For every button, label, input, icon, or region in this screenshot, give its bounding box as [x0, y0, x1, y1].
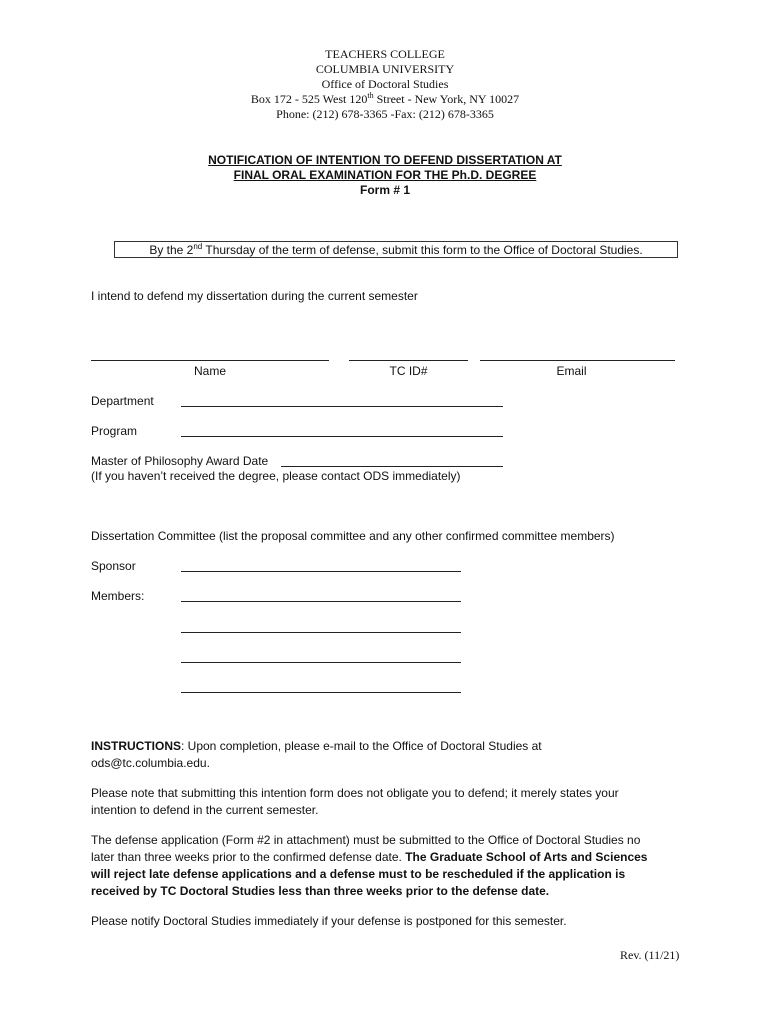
tcid-label: TC ID# — [389, 364, 428, 378]
institution-name: TEACHERS COLLEGE — [325, 47, 445, 61]
intent-statement: I intend to defend my dissertation during the current semester — [91, 289, 418, 303]
program-field[interactable] — [181, 436, 503, 437]
members-label: Members: — [91, 589, 145, 603]
instructions-label: INSTRUCTIONS — [91, 739, 181, 753]
department-field[interactable] — [181, 406, 503, 407]
mphil-date-label: Master of Philosophy Award Date — [91, 454, 269, 468]
office-address: Box 172 - 525 West 120th Street - New York, NY 10027 — [250, 91, 520, 106]
committee-heading: Dissertation Committee (list the proposal committee and any other confirmed committee members) — [91, 529, 615, 543]
member-field-4[interactable] — [181, 692, 461, 693]
mphil-note: (If you haven’t received the degree, please contact ODS immediately) — [91, 469, 461, 483]
name-label: Name — [193, 364, 226, 378]
office-phone: Phone: (212) 678-3365 -Fax: (212) 678-3365 — [276, 107, 494, 121]
revision-label: Rev. (11/21) — [620, 948, 680, 962]
member-field-1[interactable] — [181, 601, 461, 602]
mphil-date-field[interactable] — [281, 466, 503, 467]
department-label: Department — [91, 394, 154, 408]
obligation-note: Please note that submitting this intention form does not obligate you to defend; it merely states your intention to defend in the current semester. — [91, 786, 619, 817]
instructions-paragraph: INSTRUCTIONS: Upon completion, please e-mail to the Office of Doctoral Studies at ods@tc.columbia.edu. — [91, 738, 691, 772]
defense-application-note: The defense application (Form #2 in attachment) must be submitted to the Office of Doctoral Studies no later than three weeks prior to the confirmed defense date. The Graduate School of Arts and Sciences will reject late defense applications and a defense must to be rescheduled if the application is received by TC Doctoral Studies less than three weeks prior to the defense date. — [91, 833, 648, 898]
name-field[interactable] — [91, 360, 329, 361]
email-field[interactable] — [480, 360, 675, 361]
member-field-2[interactable] — [181, 632, 461, 633]
deadline-notice: By the 2nd Thursday of the term of defense, submit this form to the Office of Doctoral Studies. — [114, 241, 678, 258]
ods-email: ods@tc.columbia.edu. — [91, 756, 210, 770]
form-title-line1: NOTIFICATION OF INTENTION TO DEFEND DISSERTATION AT — [208, 153, 562, 167]
university-name: COLUMBIA UNIVERSITY — [315, 62, 455, 76]
postpone-note: Please notify Doctoral Studies immediately if your defense is postponed for this semester. — [91, 914, 567, 928]
tcid-field[interactable] — [349, 360, 468, 361]
form-number: Form # 1 — [359, 183, 410, 197]
office-name: Office of Doctoral Studies — [321, 77, 449, 91]
member-field-3[interactable] — [181, 662, 461, 663]
email-label: Email — [556, 364, 587, 378]
sponsor-label: Sponsor — [91, 559, 136, 573]
program-label: Program — [91, 424, 138, 438]
sponsor-field[interactable] — [181, 571, 461, 572]
form-title-line2: FINAL ORAL EXAMINATION FOR THE Ph.D. DEGREE — [233, 168, 537, 182]
